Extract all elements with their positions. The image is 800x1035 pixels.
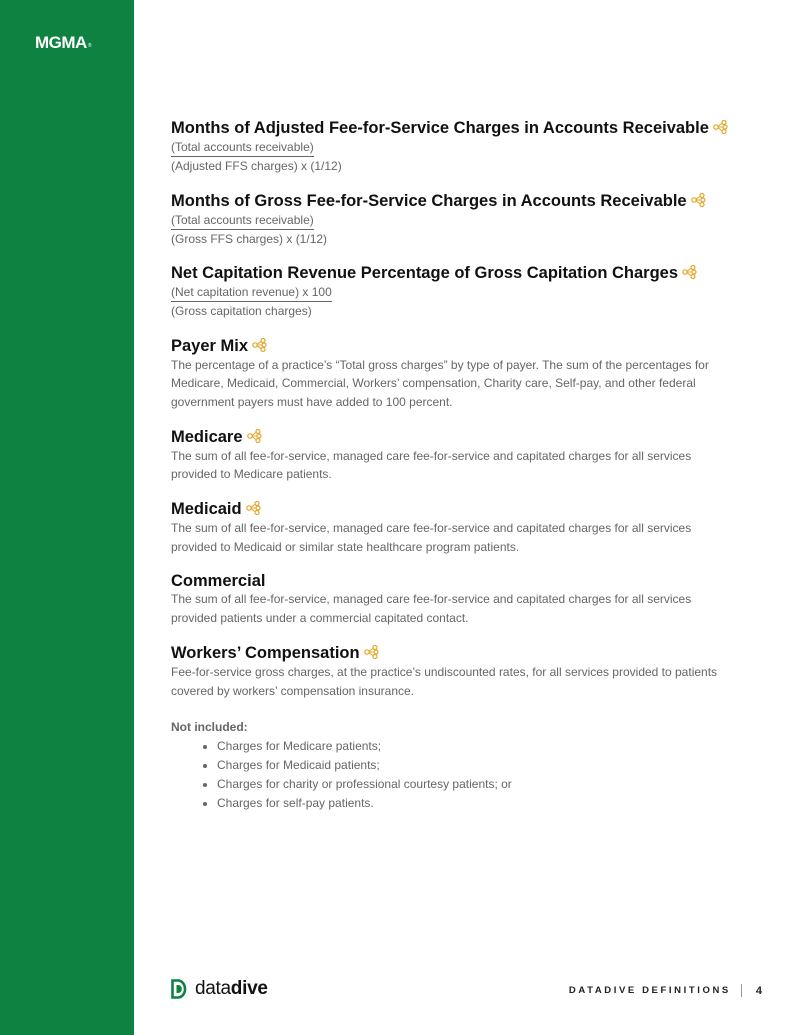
section-title: Net Capitation Revenue Percentage of Gross Capitation Charges — [171, 264, 731, 283]
datadive-mark-icon — [171, 979, 187, 999]
section-title: Workers’ Compensation — [171, 644, 731, 663]
section-title: Months of Adjusted Fee-for-Service Charges in Accounts Receivable — [171, 119, 731, 138]
section-adjusted-ffs — [171, 119, 731, 176]
section-medicaid — [171, 500, 731, 556]
section-medicare — [171, 428, 731, 484]
share-nodes-icon[interactable] — [364, 645, 379, 663]
not-included-list — [171, 737, 731, 813]
footer-label: DATADIVE DEFINITIONS — [568, 985, 731, 996]
section-commercial — [171, 572, 731, 627]
share-nodes-icon[interactable] — [691, 193, 706, 211]
section-title: Medicare — [171, 428, 731, 447]
section-gross-ffs — [171, 192, 731, 249]
section-payer-mix — [171, 337, 731, 412]
share-nodes-icon[interactable] — [247, 429, 262, 447]
section-title: Medicaid — [171, 500, 731, 519]
section-text: Fee-for-service gross charges, at the practice’s undiscounted rates, for all services provided to patients covered by workers’ compensation insurance. — [171, 664, 718, 698]
formula-numerator: (Total accounts receivable) — [171, 212, 314, 230]
section-title: Payer Mix — [171, 337, 731, 356]
list-item: • Charges for Medicaid patients; — [217, 756, 731, 775]
share-nodes-icon[interactable] — [246, 501, 261, 519]
list-item: • Charges for self-pay patients. — [217, 794, 731, 813]
section-text: The sum of all fee-for-service, managed care fee-for-service and capitated charges for all services provided to Medicare patients. — [171, 448, 692, 482]
section-text: The sum of all fee-for-service, managed care fee-for-service and capitated charges for all services provided to Medicaid or similar state healthcare program patients. — [171, 521, 692, 554]
section-text: The sum of all fee-for-service, managed care fee-for-service and capitated charges for all services provided patients under a commercial capitated contact. — [171, 592, 692, 626]
formula-denominator: (Gross FFS charges) x (1/12) — [171, 231, 328, 246]
section-net-capitation — [171, 264, 731, 321]
mgma-logo: MGMA® — [35, 33, 92, 52]
section-workers-compensation — [171, 644, 731, 813]
footer-label-group — [569, 984, 762, 997]
main-content — [171, 119, 731, 829]
footer-divider — [741, 984, 742, 997]
share-nodes-icon[interactable] — [682, 265, 697, 283]
datadive-logo: datadive — [171, 978, 268, 1000]
formula-denominator: (Adjusted FFS charges) x (1/12) — [171, 159, 342, 173]
formula-numerator: (Total accounts receivable) — [171, 139, 314, 157]
list-item: • Charges for charity or professional courtesy patients; or — [217, 775, 731, 794]
formula-denominator: (Gross capitation charges) — [171, 304, 312, 318]
page-number: 4 — [755, 984, 762, 997]
sidebar — [0, 0, 134, 1035]
not-included-label: Not included: — [171, 720, 248, 735]
formula-numerator: (Net capitation revenue) x 100 — [171, 284, 332, 302]
list-item: • Charges for Medicare patients; — [217, 737, 731, 756]
share-nodes-icon[interactable] — [252, 338, 267, 356]
section-text: The percentage of a practice’s “Total gross charges” by type of payer. The sum of the percentages for Medicare, Medicaid, Commercial, Workers’ compensation, Charity care, Self-pay, and other federal government payers must have added to 100 percent. — [171, 357, 709, 409]
section-title: Commercial — [171, 572, 266, 591]
share-nodes-icon[interactable] — [713, 120, 728, 138]
section-title: Months of Gross Fee-for-Service Charges in Accounts Receivable — [171, 192, 731, 211]
